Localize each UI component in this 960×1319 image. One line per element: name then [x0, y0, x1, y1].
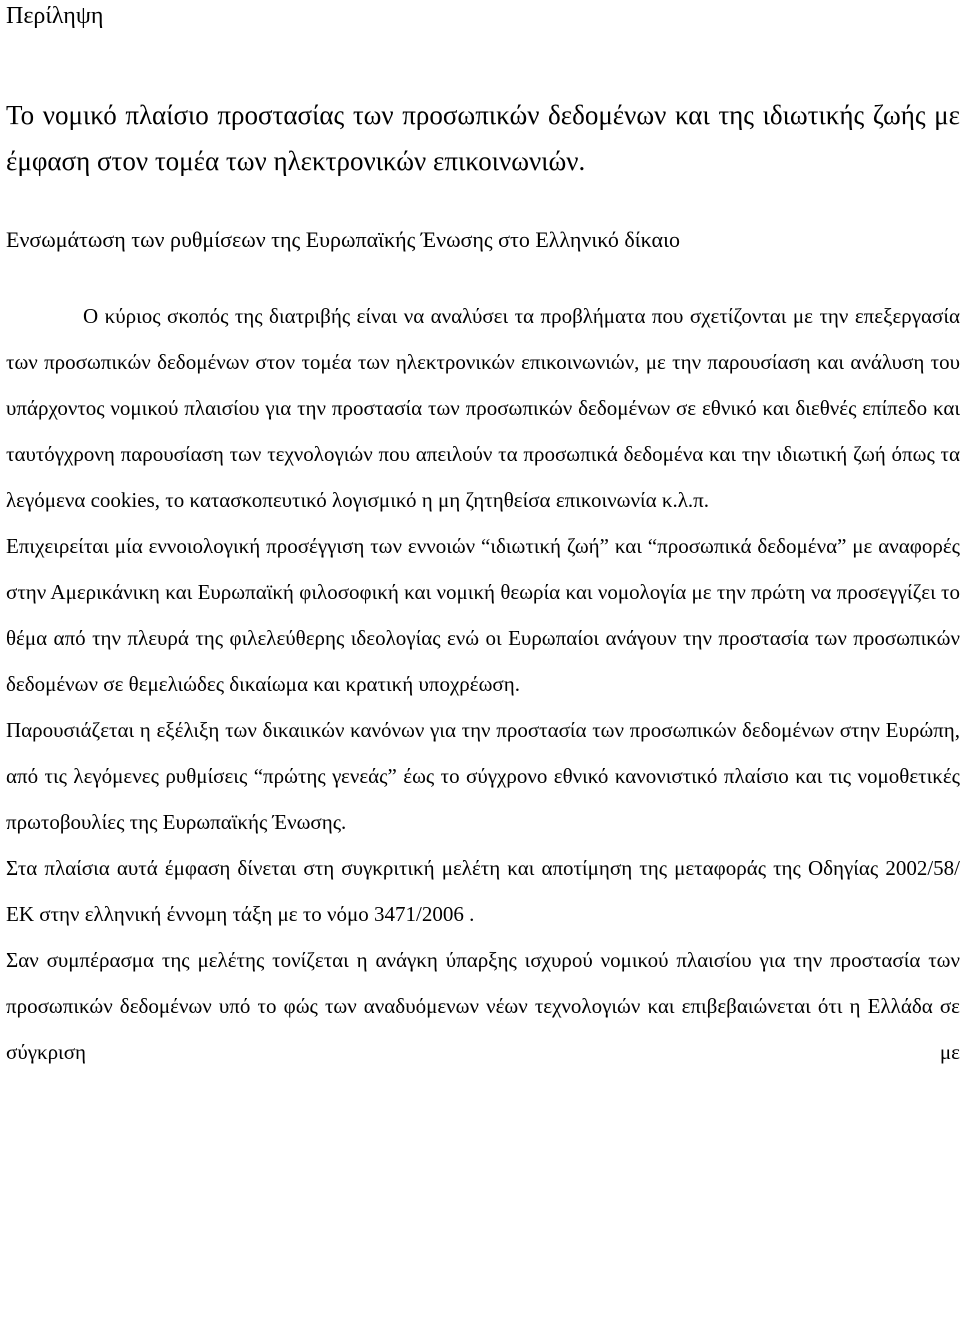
thesis-subtitle: Ενσωμάτωση των ρυθμίσεων της Ευρωπαϊκής Ένωσης στο Ελληνικό δίκαιο [6, 227, 680, 252]
thesis-title: Το νομικό πλαίσιο προστασίας των προσωπικών δεδομένων και της ιδιωτικής ζωής με έμφαση στον τομέα των ηλεκτρονικών επικοινωνιών. [6, 100, 960, 176]
abstract-paragraph-3: Παρουσιάζεται η εξέλιξη των δικαιικών κανόνων για την προστασία των προσωπικών δεδομένων στην Ευρώπη, από τις λεγόμενες ρυθμίσεις “πρώτης γενεάς” έως το σύγχρονο εθνικό κανονιστικό πλαίσιο και τις νομοθετικές πρωτοβουλίες της Ευρωπαϊκής Ένωσης. [6, 718, 960, 834]
abstract-paragraph-2: Επιχειρείται μία εννοιολογική προσέγγιση των εννοιών “ιδιωτική ζωή” και “προσωπικά δεδομένα” με αναφορές στην Αμερικάνικη και Ευρωπαϊκή φιλοσοφική και νομική θεωρία και νομολογία με την πρώτη να προσεγγίζει το θέμα από την πλευρά της φιλελεύθερης ιδεολογίας ενώ οι Ευρωπαίοι ανάγουν την προστασία των προσωπικών δεδομένων σε θεμελιώδες δικαίωμα και κρατική υποχρέωση. [6, 534, 960, 696]
abstract-body [6, 293, 960, 1075]
abstract-paragraph-5: Σαν συμπέρασμα της μελέτης τονίζεται η ανάγκη ύπαρξης ισχυρού νομικού πλαισίου για την προστασία των προσωπικών δεδομένων υπό το φώς των αναδυόμενων νέων τεχνολογιών και επιβεβαιώνεται ότι η Ελλάδα σε σύγκριση με [6, 948, 960, 1064]
section-heading: Περίληψη [6, 3, 104, 29]
abstract-paragraph-4: Στα πλαίσια αυτά έμφαση δίνεται στη συγκριτική μελέτη και αποτίμηση της μεταφοράς της Οδηγίας 2002/58/ΕΚ στην ελληνική έννομη τάξη με το νόμο 3471/2006 . [6, 856, 960, 926]
abstract-paragraph-1: Ο κύριος σκοπός της διατριβής είναι να αναλύσει τα προβλήματα που σχετίζονται με την επεξεργασία των προσωπικών δεδομένων στον τομέα των ηλεκτρονικών επικοινωνιών, με την παρουσίαση και ανάλυση του υπάρχοντος νομικού πλαισίου για την προστασία των προσωπικών δεδομένων σε εθνικό και διεθνές επίπεδο και ταυτόγχρονη παρουσίαση των τεχνολογιών που απειλούν τα προσωπικά δεδομένα και την ιδιωτική ζωή όπως τα λεγόμενα cookies, το κατασκοπευτικό λογισμικό η μη ζητηθείσα επικοινωνία κ.λ.π. [6, 304, 960, 512]
